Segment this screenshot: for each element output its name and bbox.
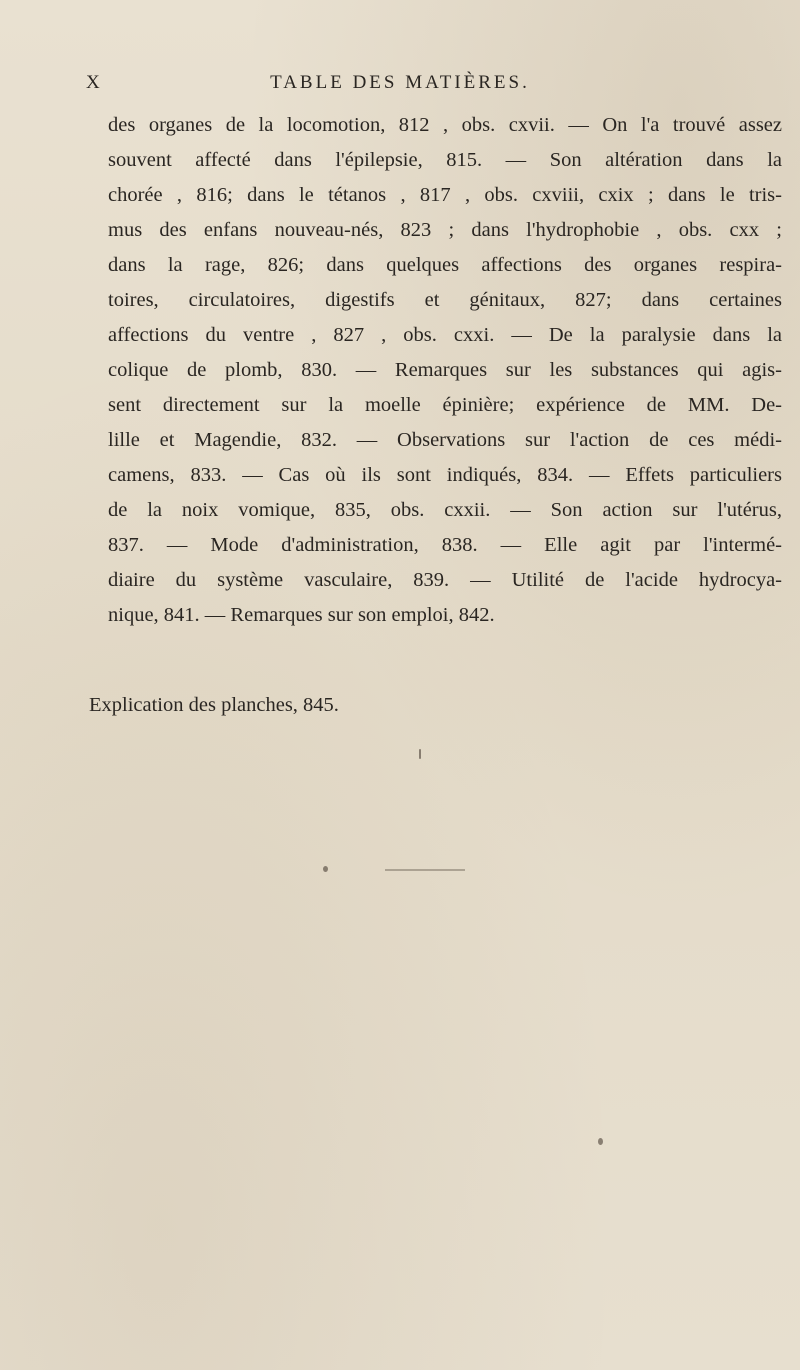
text-line: diaire du système vasculaire, 839. — Utilité de l'acide hydrocya-	[108, 569, 782, 591]
explication-entry: Explication des planches, 845.	[89, 694, 339, 716]
ink-spot	[419, 749, 421, 759]
text-line: affections du ventre , 827 , obs. cxxi. — De la paralysie dans la	[108, 324, 782, 346]
text-line: camens, 833. — Cas où ils sont indiqués, 834. — Effets particuliers	[108, 464, 782, 486]
page-header	[0, 72, 800, 102]
ink-spot	[598, 1138, 603, 1145]
text-line: mus des enfans nouveau-nés, 823 ; dans l'hydrophobie , obs. cxx ;	[108, 219, 782, 241]
text-line: dans la rage, 826; dans quelques affections des organes respira-	[108, 254, 782, 276]
text-line: lille et Magendie, 832. — Observations sur l'action de ces médi-	[108, 429, 782, 451]
ink-spot	[323, 866, 328, 872]
text-line: sent directement sur la moelle épinière; expérience de MM. De-	[108, 394, 782, 416]
index-entry-paragraph	[108, 108, 782, 633]
text-line: colique de plomb, 830. — Remarques sur les substances qui agis-	[108, 359, 782, 381]
ink-rule-mark	[385, 869, 465, 871]
text-line: nique, 841. — Remarques sur son emploi, 842.	[108, 604, 495, 626]
text-line: chorée , 816; dans le tétanos , 817 , obs. cxviii, cxix ; dans le tris-	[108, 184, 782, 206]
page-number: X	[86, 72, 101, 93]
text-line: 837. — Mode d'administration, 838. — Elle agit par l'intermé-	[108, 534, 782, 556]
text-line: toires, circulatoires, digestifs et génitaux, 827; dans certaines	[108, 289, 782, 311]
running-title: TABLE DES MATIÈRES.	[270, 72, 530, 93]
text-line: de la noix vomique, 835, obs. cxxii. — Son action sur l'utérus,	[108, 499, 782, 521]
text-line: souvent affecté dans l'épilepsie, 815. — Son altération dans la	[108, 149, 782, 171]
text-line: des organes de la locomotion, 812 , obs. cxvii. — On l'a trouvé assez	[108, 114, 782, 136]
